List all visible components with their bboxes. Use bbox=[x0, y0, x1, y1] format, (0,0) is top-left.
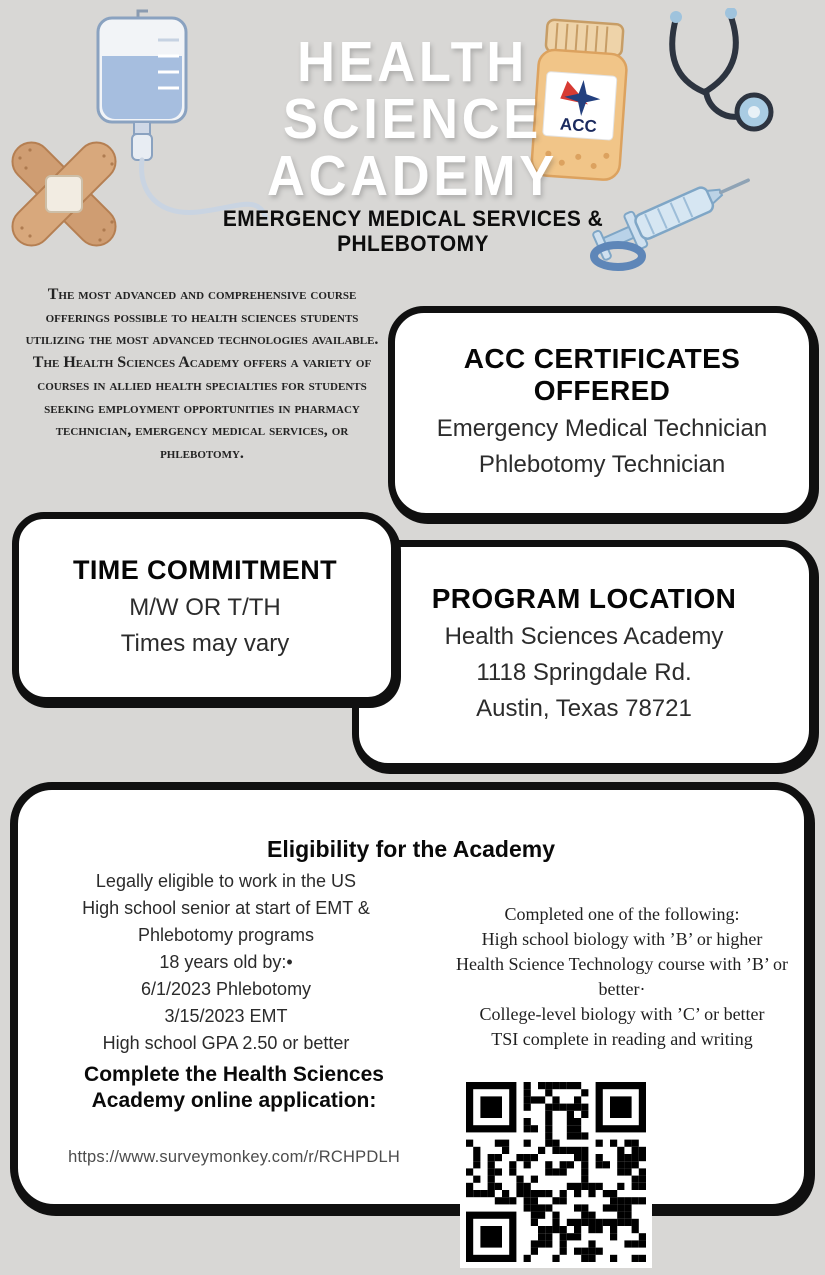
eligibility-line: 6/1/2023 Phlebotomy bbox=[140, 979, 312, 999]
time-commitment-heading: TIME COMMITMENT bbox=[73, 554, 337, 585]
program-location-line: Health Sciences Academy bbox=[444, 623, 724, 650]
eligibility-line: Health Science Technology course with ’B’ or better· bbox=[456, 954, 788, 999]
eligibility-requirements-right bbox=[438, 902, 806, 1052]
intro-paragraph: The most advanced and comprehensive course offerings possible to health sciences students utilizing the most advanced technologies available. The Health Sciences Academy offers a variety of courses in allied health specialties for students seeking employment opportunities in pharmacy technician, emergency medical services, or phlebotomy. bbox=[25, 286, 379, 463]
eligibility-line: TSI complete in reading and writing bbox=[491, 1029, 753, 1049]
eligibility-box bbox=[10, 782, 812, 1212]
eligibility-line: High school GPA 2.50 or better bbox=[102, 1033, 350, 1053]
eligibility-line: Legally eligible to work in the US bbox=[95, 871, 357, 891]
page-title bbox=[0, 30, 825, 208]
time-commitment-line: M/W OR T/TH bbox=[129, 593, 281, 621]
eligibility-line: High school senior at start of EMT & Phlebotomy programs bbox=[82, 898, 370, 945]
qr-code bbox=[460, 1076, 652, 1268]
time-commitment-box bbox=[12, 512, 398, 704]
eligibility-line: 3/15/2023 EMT bbox=[164, 1006, 288, 1026]
program-location-line: Austin, Texas 78721 bbox=[476, 695, 692, 722]
certificates-heading: ACC CERTIFICATES OFFERED bbox=[463, 343, 741, 406]
certificate-item: Emergency Medical Technician bbox=[436, 415, 768, 442]
certificates-box bbox=[388, 306, 816, 520]
title-line: SCIENCE bbox=[283, 87, 542, 151]
program-location-line: 1118 Springdale Rd. bbox=[476, 659, 692, 686]
eligibility-line: High school biology with ’B’ or higher bbox=[481, 929, 763, 949]
program-location-box bbox=[352, 540, 816, 770]
subtitle: EMERGENCY MEDICAL SERVICES & PHLEBOTOMY bbox=[222, 206, 603, 256]
eligibility-line: College-level biology with ’C’ or better bbox=[479, 1004, 765, 1024]
pill-bottle-label: ACC bbox=[559, 114, 598, 137]
eligibility-line: Completed one of the following: bbox=[504, 904, 740, 924]
title-line: HEALTH bbox=[297, 30, 528, 94]
application-url: https://www.surveymonkey.com/r/RCHPDLH bbox=[68, 1148, 400, 1166]
application-instructions: Complete the Health Sciences Academy online application: bbox=[84, 1063, 384, 1112]
certificate-item: Phlebotomy Technician bbox=[478, 451, 726, 478]
program-location-heading: PROGRAM LOCATION bbox=[431, 583, 737, 614]
eligibility-heading: Eligibility for the Academy bbox=[267, 836, 555, 862]
eligibility-line: 18 years old by:• bbox=[159, 952, 293, 972]
eligibility-requirements-left bbox=[40, 868, 412, 1057]
title-line: ACADEMY bbox=[267, 144, 558, 208]
time-commitment-line: Times may vary bbox=[120, 629, 290, 657]
